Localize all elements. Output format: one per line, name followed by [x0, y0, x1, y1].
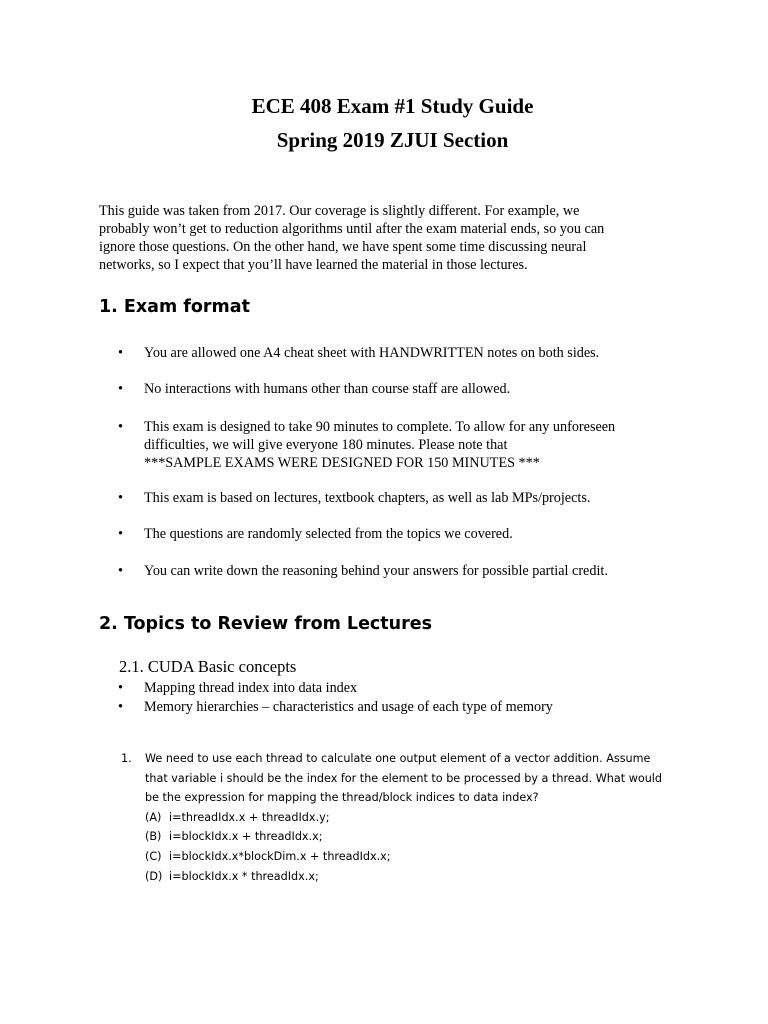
bullet-icon: •	[118, 490, 123, 506]
intro-line: probably won’t get to reduction algorithms until after the exam material ends, so you can	[99, 221, 605, 237]
option-text: i=blockIdx.x*blockDim.x + threadIdx.x;	[169, 849, 391, 863]
bullet-icon: •	[118, 345, 123, 361]
list-item-text: Mapping thread index into data index	[144, 680, 358, 696]
answer-option-c	[145, 847, 662, 867]
intro-line: This guide was taken from 2017. Our coverage is slightly different. For example, we	[99, 203, 580, 219]
intro-paragraph	[99, 202, 659, 274]
answer-option-a	[145, 808, 662, 828]
list-item-text: You can write down the reasoning behind your answers for possible partial credit.	[144, 563, 608, 579]
question-number: 1.	[121, 752, 132, 765]
document-subtitle: Spring 2019 ZJUI Section	[276, 128, 509, 152]
bullet-icon: •	[118, 419, 123, 435]
bullet-icon: •	[118, 680, 123, 696]
answer-option-b	[145, 827, 662, 847]
bullet-icon: •	[118, 563, 123, 579]
bullet-icon: •	[118, 526, 123, 542]
option-letter: (D)	[145, 869, 163, 883]
intro-line: networks, so I expect that you’ll have learned the material in those lectures.	[99, 257, 528, 273]
list-item-text: This exam is based on lectures, textbook chapters, as well as lab MPs/projects.	[144, 490, 591, 506]
option-text: i=blockIdx.x + threadIdx.x;	[169, 830, 323, 844]
list-item-text: ***SAMPLE EXAMS WERE DESIGNED FOR 150 MINUTES ***	[144, 455, 540, 471]
question-text: We need to use each thread to calculate one output element of a vector addition. Assume	[145, 752, 651, 765]
subsection-heading-cuda: 2.1. CUDA Basic concepts	[119, 657, 297, 676]
list-item-text: difficulties, we will give everyone 180 minutes. Please note that	[144, 437, 508, 453]
list-item-text: No interactions with humans other than course staff are allowed.	[144, 381, 511, 397]
option-text: i=threadIdx.x + threadIdx.y;	[169, 810, 330, 824]
question-text: that variable i should be the index for the element to be processed by a thread. What would	[145, 771, 662, 785]
option-text: i=blockIdx.x * threadIdx.x;	[169, 869, 319, 883]
section-heading-exam-format: 1. Exam format	[99, 297, 250, 317]
document-title: ECE 408 Exam #1 Study Guide	[251, 94, 534, 118]
option-letter: (C)	[145, 849, 162, 863]
answer-option-d	[145, 867, 662, 887]
list-item-text: You are allowed one A4 cheat sheet with HANDWRITTEN notes on both sides.	[144, 345, 600, 361]
list-item-text: This exam is designed to take 90 minutes to complete. To allow for any unforeseen	[144, 419, 616, 435]
bullet-icon: •	[118, 699, 123, 715]
bullet-icon: •	[118, 381, 123, 397]
section-heading-topics: 2. Topics to Review from Lectures	[99, 614, 433, 634]
intro-line: ignore those questions. On the other hand, we have spent some time discussing neural	[99, 239, 587, 255]
question-text: be the expression for mapping the thread/block indices to data index?	[145, 791, 539, 805]
option-letter: (A)	[145, 810, 162, 824]
list-item-text: The questions are randomly selected from the topics we covered.	[144, 526, 513, 542]
list-item-text: Memory hierarchies – characteristics and usage of each type of memory	[144, 699, 553, 715]
option-letter: (B)	[145, 830, 162, 844]
